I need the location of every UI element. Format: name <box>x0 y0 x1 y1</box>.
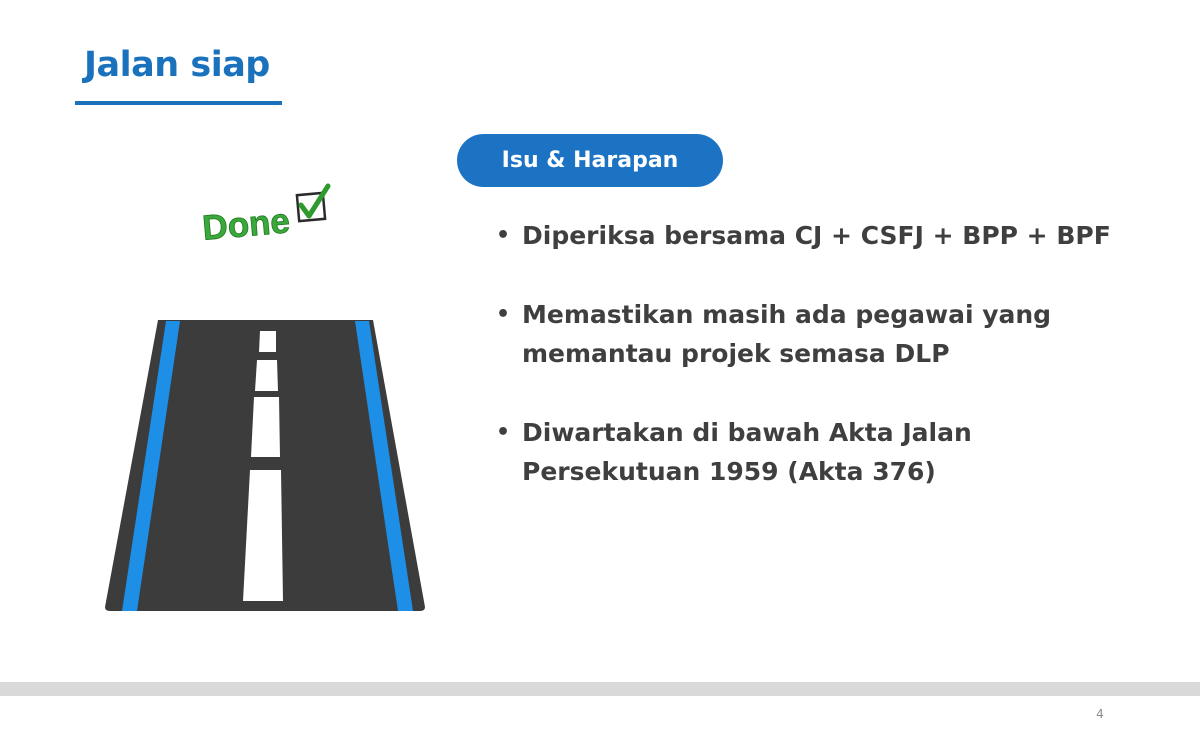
bullet-marker: • <box>496 302 511 327</box>
footer-bar <box>0 682 1200 696</box>
bullet-line: Diperiksa bersama CJ + CSFJ + BPP + BPF <box>522 221 1111 250</box>
bullet-marker: • <box>496 223 511 248</box>
bullet-item <box>496 413 1136 491</box>
title-underline <box>75 101 282 105</box>
section-label-pill <box>457 134 723 187</box>
bullet-line: Memastikan masih ada pegawai yang <box>522 300 1052 329</box>
done-checkbox-icon <box>198 180 338 250</box>
bullet-marker: • <box>496 420 511 445</box>
bullet-item <box>496 295 1136 373</box>
section-label: Isu & Harapan <box>501 148 679 173</box>
done-logo-text: Done <box>200 201 292 248</box>
bullet-list <box>496 216 1136 531</box>
slide-title: Jalan siap <box>84 45 270 85</box>
road-icon <box>100 315 430 615</box>
bullet-line: memantau projek semasa DLP <box>522 339 950 368</box>
bullet-line: Persekutuan 1959 (Akta 376) <box>522 457 936 486</box>
bullet-item <box>496 216 1136 255</box>
bullet-line: Diwartakan di bawah Akta Jalan <box>522 418 972 447</box>
page-number: 4 <box>1096 707 1104 721</box>
